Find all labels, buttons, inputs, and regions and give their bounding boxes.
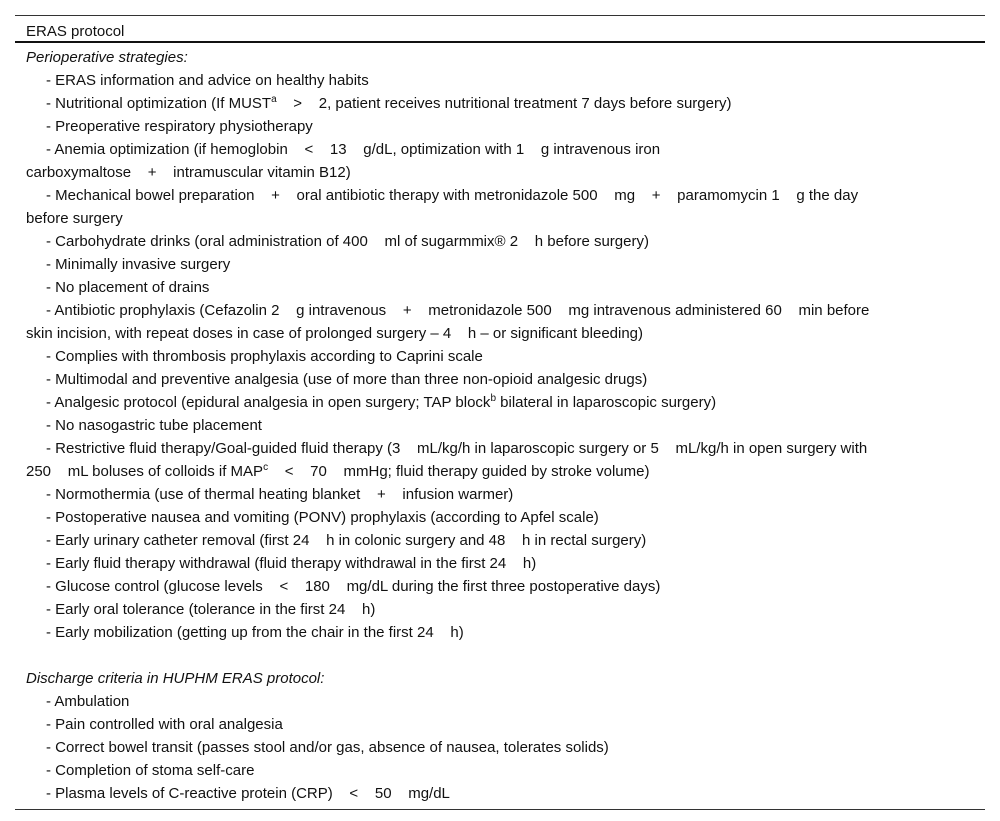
list-item-text: Antibiotic prophylaxis (Cefazolin 2 g intravenous + metronidazole 500 mg intravenous administered 60 min before	[54, 302, 870, 319]
list-item	[26, 276, 985, 299]
list-item	[26, 253, 985, 276]
list-item-text: Correct bowel transit (passes stool and/or gas, absence of nausea, tolerates solids)	[55, 739, 609, 756]
list-item-text: carboxymaltose + intramuscular vitamin B12)	[26, 164, 351, 181]
bullet-dash: -	[46, 371, 56, 388]
bullet-dash: -	[46, 509, 56, 526]
footnote-marker: b	[490, 393, 496, 404]
list-item-text: Multimodal and preventive analgesia (use of more than three non-opioid analgesic drugs)	[55, 371, 648, 388]
list-item-text: before surgery	[26, 210, 123, 227]
perioperative-list	[26, 69, 985, 644]
list-item	[26, 207, 985, 230]
bullet-dash: -	[46, 95, 56, 112]
list-item	[26, 506, 985, 529]
list-item-text: No nasogastric tube placement	[55, 417, 262, 434]
list-item	[26, 713, 985, 736]
list-item-text: Nutritional optimization (If MUST	[55, 95, 272, 112]
list-item	[26, 621, 985, 644]
bullet-dash: -	[46, 141, 55, 158]
list-item-text: Early mobilization (getting up from the chair in the first 24 h)	[55, 624, 464, 641]
bullet-dash: -	[46, 555, 56, 572]
list-item-text: Preoperative respiratory physiotherapy	[55, 118, 313, 135]
list-item-text: Complies with thrombosis prophylaxis according to Caprini scale	[55, 348, 483, 365]
bullet-dash: -	[46, 486, 56, 503]
list-item	[26, 161, 985, 184]
list-item-text: Ambulation	[54, 693, 130, 710]
list-item-text: 250 mL boluses of colloids if MAP	[26, 463, 264, 480]
list-item-text: Carbohydrate drinks (oral administration of 400 ml of sugarmmix® 2 h before surgery)	[55, 233, 649, 250]
list-item-text: Plasma levels of C-reactive protein (CRP) < 50 mg/dL	[55, 785, 450, 802]
list-item	[26, 437, 985, 460]
list-item-text: Pain controlled with oral analgesia	[55, 716, 283, 733]
bullet-dash: -	[46, 578, 56, 595]
footnote-marker: c	[263, 462, 269, 473]
list-item-text: Postoperative nausea and vomiting (PONV) prophylaxis (according to Apfel scale)	[55, 509, 599, 526]
list-item	[26, 598, 985, 621]
list-item-text: < 70 mmHg; fluid therapy guided by stroke volume)	[268, 463, 650, 480]
list-item	[26, 69, 985, 92]
list-item-text: Restrictive fluid therapy/Goal-guided fluid therapy (3 mL/kg/h in laparoscopic surgery or 5 mL/kg/h in open surgery with	[55, 440, 868, 457]
bullet-dash: -	[46, 348, 56, 365]
discharge-list	[26, 690, 985, 805]
list-item-text: bilateral in laparoscopic surgery)	[496, 394, 717, 411]
table-body	[15, 43, 985, 805]
list-item-text: Early oral tolerance (tolerance in the first 24 h)	[55, 601, 376, 618]
list-item-text: Early urinary catheter removal (first 24 h in colonic surgery and 48 h in rectal surgery)	[55, 532, 647, 549]
list-item	[26, 138, 985, 161]
list-item-text: Completion of stoma self-care	[55, 762, 255, 779]
list-item-text: Early fluid therapy withdrawal (fluid therapy withdrawal in the first 24 h)	[55, 555, 537, 572]
list-item	[26, 736, 985, 759]
list-item-text: > 2, patient receives nutritional treatment 7 days before surgery)	[276, 95, 732, 112]
list-item	[26, 782, 985, 805]
bullet-dash: -	[46, 739, 56, 756]
bullet-dash: -	[46, 693, 55, 710]
list-item	[26, 184, 985, 207]
bullet-dash: -	[46, 302, 55, 319]
list-item	[26, 115, 985, 138]
bullet-dash: -	[46, 601, 56, 618]
bullet-dash: -	[46, 187, 56, 204]
bullet-dash: -	[46, 440, 56, 457]
list-item	[26, 230, 985, 253]
list-item-text: ERAS information and advice on healthy habits	[55, 72, 369, 89]
list-item	[26, 690, 985, 713]
table-bottom-rule	[15, 809, 985, 810]
perioperative-section-title: Perioperative strategies:	[26, 49, 188, 66]
bullet-dash: -	[46, 417, 56, 434]
bullet-dash: -	[46, 233, 56, 250]
table-header-title: ERAS protocol	[26, 23, 125, 40]
bullet-dash: -	[46, 716, 56, 733]
list-item	[26, 322, 985, 345]
list-item	[26, 552, 985, 575]
list-item	[26, 92, 985, 115]
list-item-text: Minimally invasive surgery	[55, 256, 231, 273]
list-item	[26, 414, 985, 437]
list-item-text: Normothermia (use of thermal heating blanket + infusion warmer)	[55, 486, 514, 503]
list-item	[26, 368, 985, 391]
section-gap	[26, 644, 985, 667]
list-item-text: skin incision, with repeat doses in case of prolonged surgery – 4 h – or significant bleeding)	[26, 325, 644, 342]
footnote-marker: a	[271, 94, 277, 105]
list-item-text: Analgesic protocol (epidural analgesia in open surgery; TAP block	[54, 394, 491, 411]
list-item	[26, 759, 985, 782]
list-item	[26, 391, 985, 414]
list-item	[26, 345, 985, 368]
list-item	[26, 575, 985, 598]
bullet-dash: -	[46, 785, 56, 802]
bullet-dash: -	[46, 394, 55, 411]
bullet-dash: -	[46, 762, 56, 779]
list-item	[26, 299, 985, 322]
list-item	[26, 529, 985, 552]
discharge-section-title: Discharge criteria in HUPHM ERAS protocol:	[26, 670, 325, 687]
list-item-text: Mechanical bowel preparation + oral antibiotic therapy with metronidazole 500 mg + paramomycin 1 g the day	[55, 187, 859, 204]
list-item-text: No placement of drains	[55, 279, 210, 296]
bullet-dash: -	[46, 72, 56, 89]
bullet-dash: -	[46, 279, 56, 296]
list-item-text: Anemia optimization (if hemoglobin < 13 g/dL, optimization with 1 g intravenous iron	[54, 141, 661, 158]
bullet-dash: -	[46, 532, 56, 549]
bullet-dash: -	[46, 118, 56, 135]
list-item	[26, 460, 985, 483]
list-item-text: Glucose control (glucose levels < 180 mg/dL during the first three postoperative days)	[55, 578, 661, 595]
table-header	[15, 16, 985, 41]
list-item	[26, 483, 985, 506]
bullet-dash: -	[46, 256, 56, 273]
bullet-dash: -	[46, 624, 56, 641]
eras-table	[15, 15, 985, 810]
